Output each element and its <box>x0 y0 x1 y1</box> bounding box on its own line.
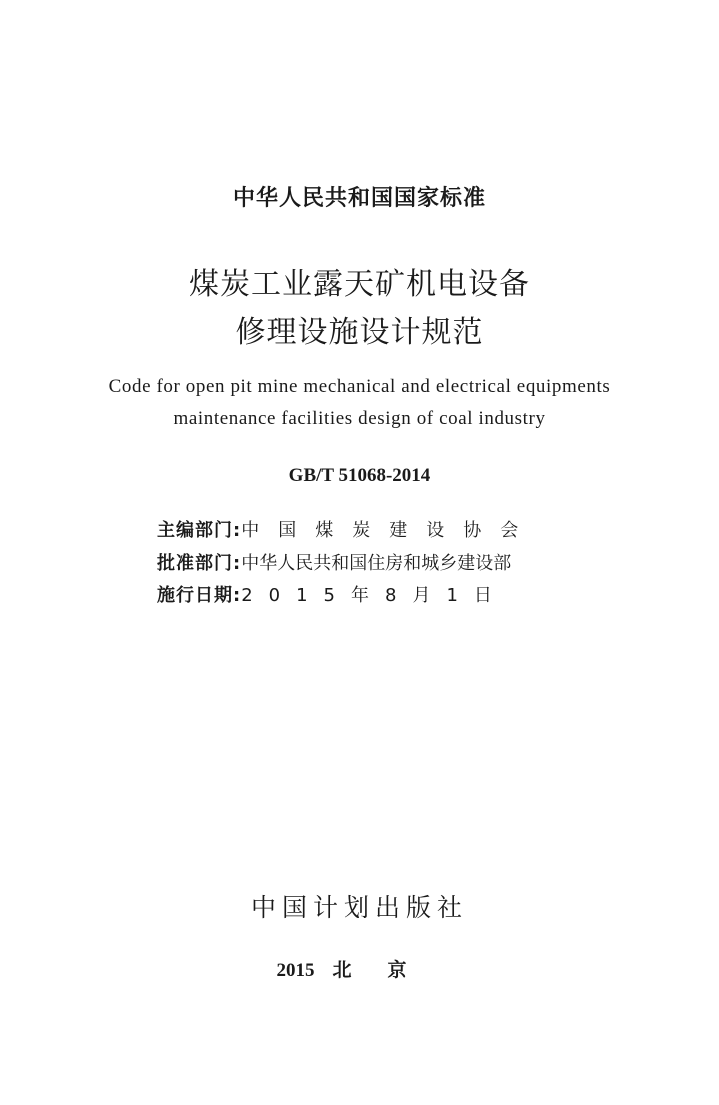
publication-year: 2015 <box>276 960 315 981</box>
publication-city: 北京 <box>332 959 443 981</box>
editor-value: 中国煤炭建设协会 <box>241 520 538 541</box>
approver-label: 批准部门: <box>157 553 242 574</box>
publication-line <box>0 955 719 982</box>
editor-label: 主编部门: <box>157 520 242 541</box>
effective-date-label: 施行日期: <box>157 585 242 606</box>
publisher-name: 中国计划出版社 <box>250 893 468 922</box>
chinese-title-line-2: 修理设施设计规范 <box>235 315 484 350</box>
effective-date-row <box>157 581 577 607</box>
effective-date-value: 2015年8月1日 <box>241 585 508 606</box>
english-title-line-1: Code for open pit mine mechanical and electrical equipments <box>108 376 611 397</box>
standard-type: 中华人民共和国国家标准 <box>232 186 486 211</box>
approver-row <box>157 549 577 575</box>
english-title-line-2: maintenance facilities design of coal industry <box>173 408 546 429</box>
chinese-title-line-1: 煤炭工业露天矿机电设备 <box>189 267 530 302</box>
standard-code: GB/T 51068-2014 <box>288 465 431 486</box>
approver-value: 中华人民共和国住房和城乡建设部 <box>241 553 512 574</box>
editor-row <box>157 516 577 542</box>
